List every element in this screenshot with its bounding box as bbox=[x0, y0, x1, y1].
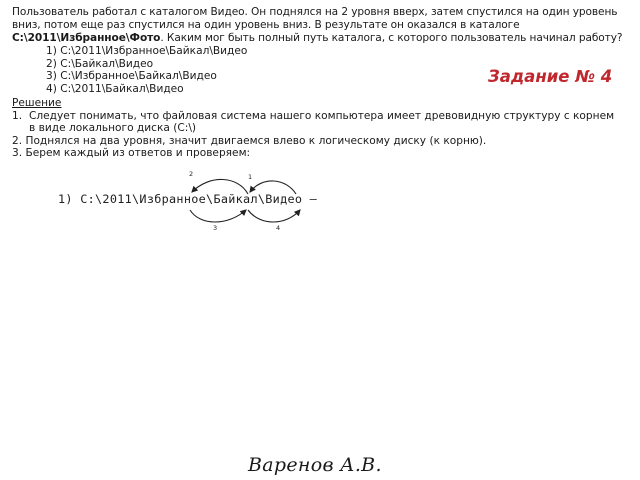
arrow-label-3: 3 bbox=[213, 224, 218, 232]
task-final-path: C:\2011\Избранное\Фото bbox=[12, 32, 161, 44]
solution-step-2 bbox=[12, 135, 632, 147]
author-signature: Варенов А.В. bbox=[248, 454, 382, 476]
arrow-down-4 bbox=[248, 210, 300, 222]
step-text: Поднялся на два уровня, значит двигаемся влево к логическому диску (к корню). bbox=[25, 134, 487, 147]
arrow-down-3 bbox=[190, 210, 246, 222]
diagram-path-text: 1) C:\2011\Избранное\Байкал\Видео – bbox=[58, 192, 318, 206]
step-text: Следует понимать, что файловая система нашего компьютера имеет древовидную структуру с корнем bbox=[29, 110, 615, 122]
solution-step-3 bbox=[12, 147, 632, 159]
solution-steps bbox=[12, 110, 632, 160]
task-text-part1: Пользователь работал с каталогом Видео. Он поднялся на 2 уровня вверх, затем спустился на один уровень вниз, потом еще раз спустился на один уровень вниз. В результате он оказался в каталоге bbox=[12, 6, 618, 31]
task-number-title: Задание № 4 bbox=[488, 67, 613, 86]
solution-heading: Решение bbox=[12, 97, 62, 109]
step-number: 3. bbox=[12, 147, 23, 160]
task-text-part2: . Каким мог быть полный путь каталога, с которого пользователь начинал работу? bbox=[160, 32, 623, 44]
step-text-continuation: в виде локального диска (С:\) bbox=[29, 122, 197, 135]
answer-option-1: 1) C:\2011\Избранное\Байкал\Видео bbox=[46, 45, 248, 57]
answer-option-4: 4) C:\2011\Байкал\Видео bbox=[46, 82, 184, 95]
arrow-label-2: 2 bbox=[189, 170, 194, 178]
step-number: 1. bbox=[12, 110, 23, 122]
arrow-label-1: 1 bbox=[248, 173, 253, 181]
step-text: Берем каждый из ответов и проверяем: bbox=[25, 147, 251, 160]
solution-step-1 bbox=[12, 110, 632, 122]
arrow-label-4: 4 bbox=[276, 224, 281, 232]
answer-option-3: 3) C:\Избранное\Байкал\Видео bbox=[46, 70, 217, 82]
answer-options bbox=[46, 45, 247, 95]
answer-option-2: 2) C:\Байкал\Видео bbox=[46, 57, 154, 70]
path-navigation-diagram bbox=[48, 160, 468, 240]
solution-step-1-continuation bbox=[12, 122, 632, 134]
step-number: 2. bbox=[12, 134, 23, 147]
task-statement bbox=[12, 6, 638, 45]
